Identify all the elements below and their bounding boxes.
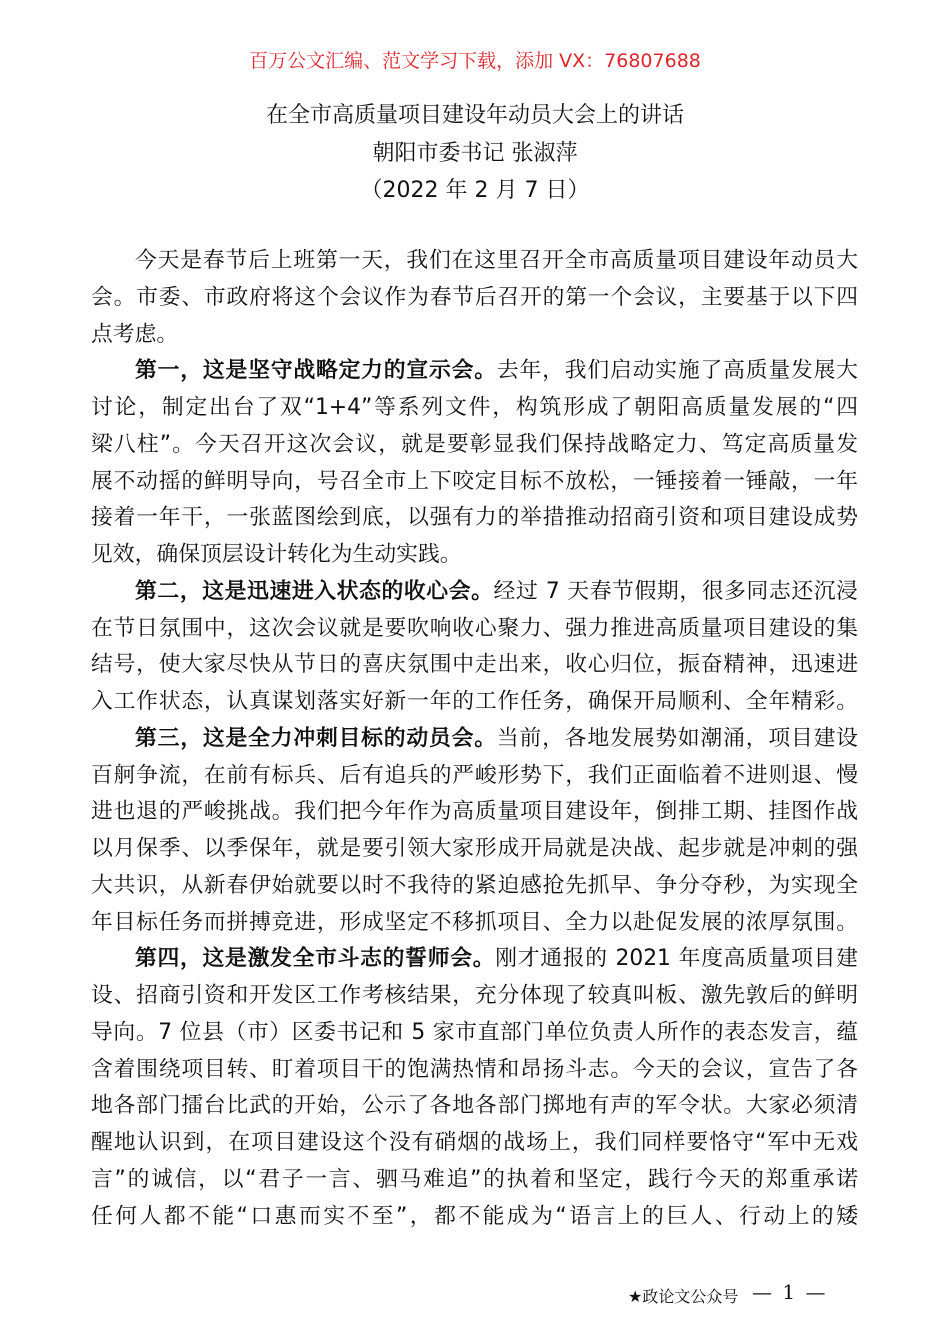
line-text: 经过 7 天春节假期，很多同志还沉浸: [493, 578, 858, 604]
line-text: 今天是春节后上班第一天，我们在这里召开全市高质量项目建设年动员大: [135, 248, 858, 273]
paragraph-line: [91, 280, 858, 317]
line-text: 讨论，制定出台了双“1+4”等系列文件，构筑形成了朝阳高质量发展的“四: [91, 395, 858, 420]
paragraph-line: [91, 647, 858, 684]
line-text: 大共识，从新春伊始就要以时不我待的紧迫感抢先抓早、争分夺秒，为实现全: [91, 872, 858, 898]
watermark-banner: 百万公文汇编、范文学习下载，添加 VX：76807688: [249, 50, 701, 72]
paragraph-lead: 第一，这是坚守战略定力的宣示会。: [135, 358, 497, 384]
paragraph-line: [91, 353, 858, 390]
paragraph-line: [91, 794, 858, 831]
line-text: 在节日氛围中，这次会议就是要吹响收心聚力、强力推进高质量项目建设的集: [91, 615, 858, 641]
paragraph-lead: 第二，这是迅速进入状态的收心会。: [135, 578, 494, 604]
page-number: — 1 —: [752, 1280, 828, 1304]
line-text: 当前，各地发展势如潮涌，项目建设: [496, 725, 858, 751]
line-text: 醒地认识到，在项目建设这个没有硝烟的战场上，我们同样要恪守“军中无戏: [91, 1130, 858, 1155]
paragraph-line: [91, 464, 858, 501]
paragraph-line: [91, 537, 858, 574]
paragraph-line: [91, 1125, 858, 1162]
paragraph: [91, 243, 858, 353]
paragraph-line: [91, 611, 858, 648]
speech-body: [91, 243, 858, 1235]
speech-date: （2022 年 2 月 7 日）: [360, 178, 590, 203]
paragraph: [91, 941, 858, 1235]
paragraph: [91, 574, 858, 721]
line-text: 去年，我们启动实施了高质量发展大: [496, 358, 858, 384]
paragraph-line: [91, 1088, 858, 1125]
paragraph: [91, 721, 858, 942]
paragraph-line: [91, 390, 858, 427]
paragraph-line: [91, 574, 858, 611]
line-text: 百舸争流，在前有标兵、后有追兵的严峻形势下，我们正面临着不进则退、慢: [91, 762, 858, 788]
line-text: 接着一年干，一张蓝图绘到底，以强有力的举措推动招商引资和项目建设成势: [91, 505, 858, 531]
line-text: 梁八柱”。今天召开这次会议，就是要彰显我们保持战略定力、笃定高质量发: [91, 431, 858, 457]
line-text: 导向。7 位县（市）区委书记和 5 家市直部门单位负责人所作的表态发言，蕴: [91, 1019, 858, 1045]
paragraph-line: [91, 427, 858, 464]
paragraph: [91, 353, 858, 574]
paragraph-line: [91, 1052, 858, 1089]
line-text: 言”的诚信，以“君子一言、驷马难追”的执着和坚定，践行今天的郑重承诺: [91, 1166, 858, 1192]
line-text: 刚才通报的 2021 年度高质量项目建: [495, 946, 858, 972]
paragraph-line: [91, 243, 858, 280]
paragraph-line: [91, 941, 858, 978]
paragraph-line: [91, 721, 858, 758]
footer-source: ★政论文公众号: [628, 1287, 739, 1306]
paragraph-line: [91, 758, 858, 795]
paragraph-line: [91, 1162, 858, 1199]
paragraph-line: [91, 978, 858, 1015]
speaker-line: 朝阳市委书记 张淑萍: [372, 141, 578, 166]
paragraph-line: [91, 1199, 858, 1236]
line-text: 展不动摇的鲜明导向，号召全市上下咬定目标不放松，一锤接着一锤敲，一年: [91, 468, 858, 494]
line-text: 结号，使大家尽快从节日的喜庆氛围中走出来，收心归位，振奋精神，迅速进: [91, 652, 858, 678]
paragraph-line: [91, 500, 858, 537]
paragraph-line: [91, 317, 858, 354]
paragraph-line: [91, 831, 858, 868]
paragraph-lead: 第四，这是激发全市斗志的誓师会。: [135, 946, 496, 972]
line-text: 设、招商引资和开发区工作考核结果，充分体现了较真叫板、激先敦后的鲜明: [91, 983, 858, 1008]
line-text: 见效，确保顶层设计转化为生动实践。: [91, 542, 462, 567]
paragraph-line: [91, 905, 858, 942]
speech-title: 在全市高质量项目建设年动员大会上的讲话: [265, 103, 684, 128]
line-text: 点考虑。: [91, 321, 179, 347]
line-text: 含着围绕项目转、盯着项目干的饱满热情和昂扬斗志。今天的会议，宣告了各: [91, 1056, 858, 1082]
line-text: 以月保季、以季保年，就是要引领大家形成开局就是决战、起步就是冲刺的强: [91, 836, 858, 861]
paragraph-line: [91, 684, 858, 721]
line-text: 入工作状态，认真谋划落实好新一年的工作任务，确保开局顺利、全年精彩。: [91, 689, 858, 714]
paragraph-lead: 第三，这是全力冲刺目标的动员会。: [135, 725, 497, 751]
line-text: 年目标任务而拼搏竞进，形成坚定不移抓项目、全力以赴促发展的浓厚氛围。: [91, 909, 858, 935]
paragraph-line: [91, 1015, 858, 1052]
paragraph-line: [91, 868, 858, 905]
line-text: 进也退的严峻挑战。我们把今年作为高质量项目建设年，倒排工期、挂图作战: [91, 799, 858, 825]
line-text: 会。市委、市政府将这个会议作为春节后召开的第一个会议，主要基于以下四: [91, 284, 858, 310]
line-text: 任何人都不能“口惠而实不至”，都不能成为“语言上的巨人、行动上的矮: [91, 1203, 858, 1229]
line-text: 地各部门擂台比武的开始，公示了各地各部门掷地有声的军令状。大家必须清: [91, 1093, 858, 1119]
